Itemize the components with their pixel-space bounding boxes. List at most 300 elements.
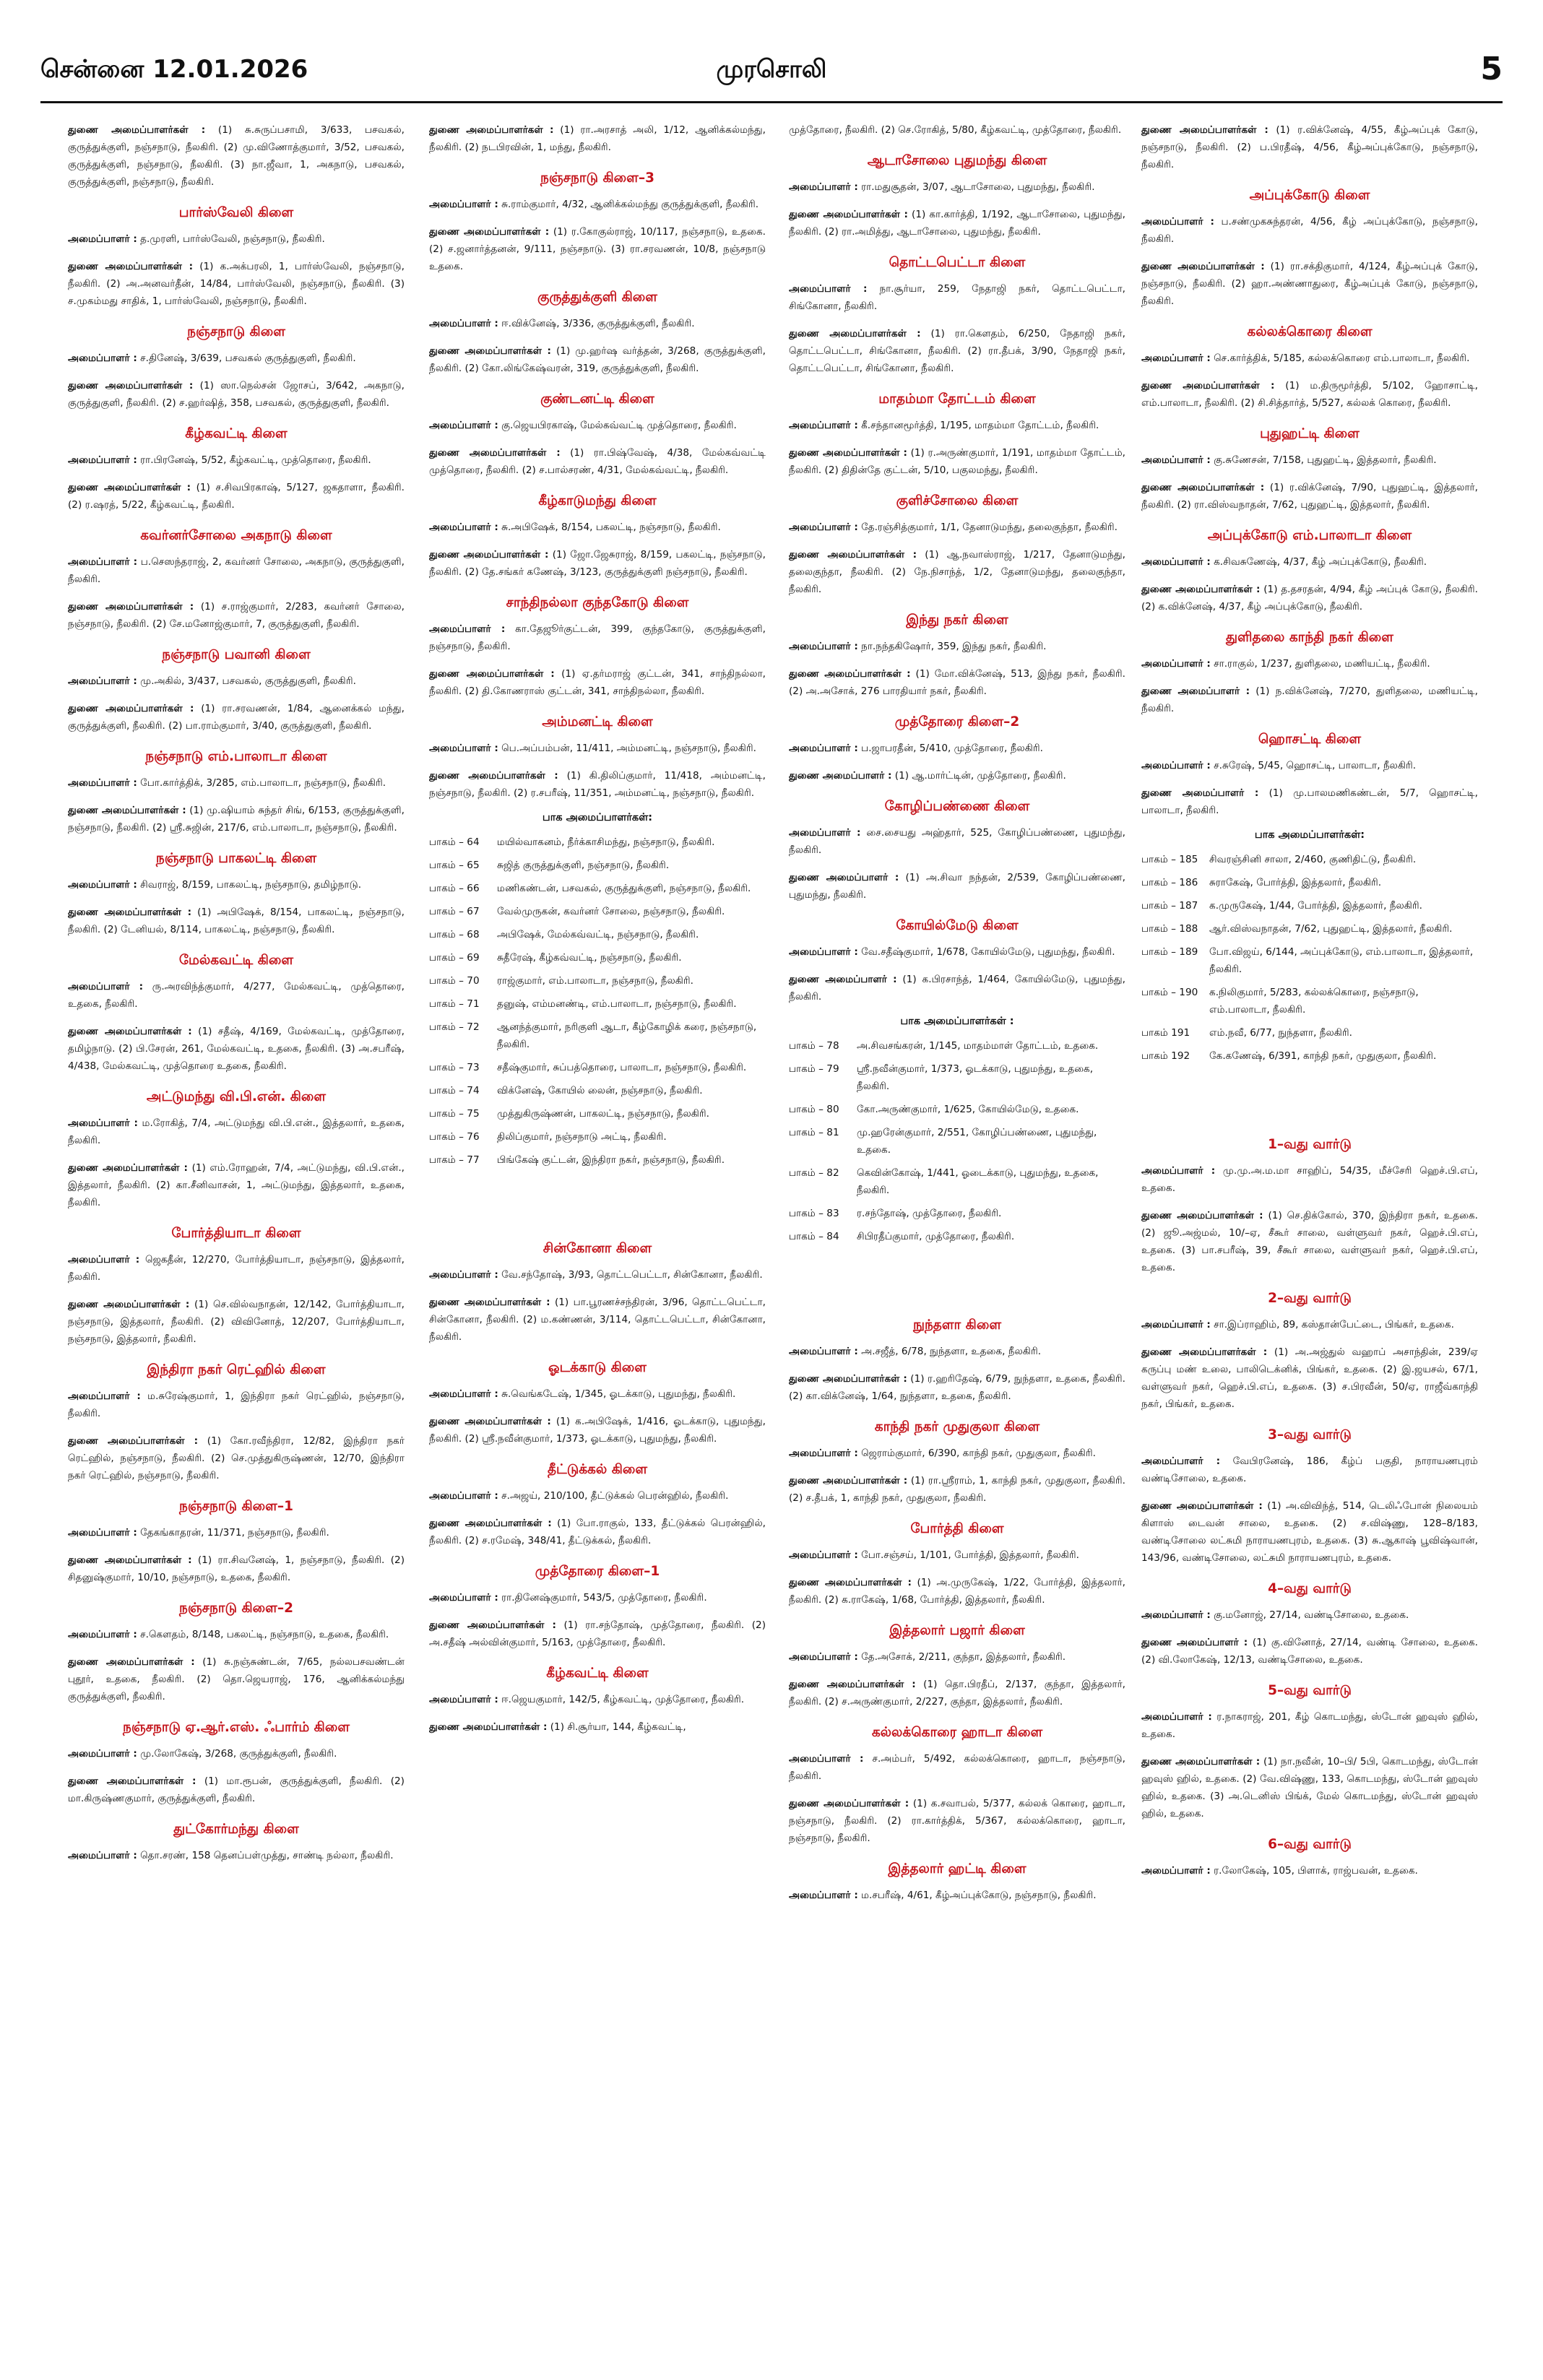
booth-agent-row <box>1141 943 1478 978</box>
member-details: அ.சஜீத், 6/78, நுந்தளா, உதகை, நீலகிரி. <box>857 1346 1042 1357</box>
role-label: துணை அமைப்பாளர்கள் : <box>68 703 194 714</box>
member-entry <box>789 1343 1125 1360</box>
member-entry <box>68 1159 405 1211</box>
member-entry <box>68 1251 405 1286</box>
booth-number: பாகம் – 187 <box>1141 900 1198 912</box>
member-details: (1) ச.சிவபிரகாஷ், 5/127, ஜகதாளா, நீலகிரி. (2) ர.ஷரத், 5/22, கீழ்கவட்டி, நீலகிரி. <box>68 482 405 511</box>
member-details: (1) அ.சிவா நந்தன், 2/539, கோழிப்பண்ணை, புதுமந்து, நீலகிரி. <box>789 872 1125 901</box>
member-details: (1) த.தசரதன், 4/94, கீழ் அப்புக் கோடு, நீலகிரி. (2) க.விக்னேஷ், 4/37, கீழ் அப்புக்கோடு, நீலகிரி. <box>1141 584 1478 613</box>
role-label: துணை அமைப்பாளர்கள் : <box>789 209 908 220</box>
booth-number: பாகம் – 81 <box>789 1127 839 1138</box>
section-title: தீட்டுக்கல் கிளை <box>547 1462 648 1477</box>
branch-section <box>429 1564 766 1651</box>
member-details: வே.சந்தோஷ், 3/93, தொட்டபெட்டா, சின்கோனா, நீலகிரி. <box>498 1269 763 1281</box>
booth-number: பாகம் – 72 <box>429 1021 480 1033</box>
member-details: ஈ.விக்னேஷ், 3/336, குருத்துக்குளி, நீலகிரி. <box>498 318 695 329</box>
member-details: (1) ஆ.நவாஸ்ராஜ், 1/217, தேனாடுமந்து, தலைகுந்தா, நீலகிரி. (2) நே.நிசாந்த், 1/2, தேனாடுமந்து, தலைகுந்தா, நீலகிரி. <box>789 549 1125 595</box>
booth-agent-details: சுராகேஷ், போர்த்தி, இத்தலார், நீலகிரி. <box>1209 877 1382 888</box>
member-entry <box>789 1370 1125 1405</box>
booth-agent-row <box>789 1037 1125 1055</box>
booth-agent-details: எம்.நவீ, 6/77, நுந்தளா, நீலகிரி. <box>1209 1027 1352 1039</box>
role-label: துணை அமைப்பாளர்கள் : <box>68 1775 196 1787</box>
member-details: ம.ரோகித், 7/4, அட்டுமந்து வி.பி.என்., இத்தலார், உதகை, நீலகிரி. <box>68 1117 405 1146</box>
member-entry <box>68 1115 405 1149</box>
branch-section <box>68 953 405 1075</box>
role-label: அமைப்பாளர் : <box>429 1592 498 1604</box>
section-title: நுந்தளா கிளை <box>912 1317 1002 1333</box>
booth-number: பாகம் 191 <box>1141 1027 1190 1039</box>
member-details: (1) மு.ஹர்ஷ வர்த்தன், 3/268, குருத்துக்குளி, நீலகிரி. (2) கோ.லிங்கேஷ்வரன், 319, குருத்துக்குளி, நீலகிரி. <box>429 345 766 374</box>
branch-section <box>68 121 405 191</box>
member-details: (1) ர.விக்னேஷ், 7/90, புதுஹட்டி, இத்தலார், நீலகிரி. (2) ரா.விஸ்வநாதன், 7/62, புதுஹட்டி, இத்தலார், நீலகிரி. <box>1141 482 1478 511</box>
role-label: துணை அமைப்பாளர்கள் : <box>68 261 194 272</box>
member-details: ச.அஜய், 210/100, தீட்டுக்கல் பெரன்ஹில், நீலகிரி. <box>498 1490 729 1502</box>
member-details: பெ.அப்பம்பன், 11/411, அம்மனட்டி, நஞ்சநாடு, நீலகிரி. <box>498 743 756 754</box>
branch-section <box>789 799 1125 904</box>
booth-agent-details: திலிப்குமார், நஞ்சநாடு அட்டி, நீலகிரி. <box>497 1131 667 1143</box>
role-label: துணை அமைப்பாளர்கள் : <box>68 1554 192 1566</box>
branch-section <box>789 1419 1125 1507</box>
role-label: அமைப்பாளர் : <box>789 420 858 431</box>
member-details: (1) ர.ஹரிதேஷ், 6/79, நுந்தளா, உதகை, நீலகிரி. (2) கா.விக்னேஷ், 1/64, நுந்தளா, உதகை, நீலகிரி. <box>789 1373 1125 1402</box>
section-title: நஞ்சநாடு கிளை–3 <box>540 170 654 186</box>
member-details: (1) கி.திலிப்குமார், 11/418, அம்மனட்டி, நஞ்சநாடு, நீலகிரி. (2) ர.சபரீஷ், 11/351, அம்மனட்டி, நஞ்சநாடு, நீலகிரி. <box>429 770 766 799</box>
role-label: துணை அமைப்பாளர்கள் : <box>429 226 550 238</box>
role-label: அமைப்பாளர் : <box>429 318 498 329</box>
role-label: அமைப்பாளர் : <box>789 181 858 193</box>
member-entry <box>1141 1634 1478 1669</box>
member-details: (1) மு.பாலமணிகண்டன், 5/7, ஹொசட்டி, பாலாடா, நீலகிரி. <box>1141 787 1478 816</box>
member-entry <box>789 121 1125 139</box>
member-details: ச.அம்பர், 5/492, கல்லக்கொரை, ஹாடா, நஞ்சநாடு, நீலகிரி. <box>789 1753 1125 1782</box>
booth-agent-details: ஆர்.விஸ்வநாதன், 7/62, புதுஹட்டி, இத்தலார், நீலகிரி. <box>1209 923 1453 935</box>
member-entry <box>1141 479 1478 514</box>
member-details: (1) ச.ராஜ்குமார், 2/283, கவர்னர் சோலை, நஞ்சநாடு, நீலகிரி. (2) சே.மனோஜ்குமார், 7, குருத்துகுளி, நீலகிரி. <box>68 601 405 630</box>
booth-number: பாகம் – 185 <box>1141 854 1198 865</box>
role-label: அமைப்பாளர் : <box>68 454 137 466</box>
member-entry <box>789 206 1125 241</box>
booth-agent-row <box>429 1128 766 1146</box>
member-entry <box>1141 1162 1478 1197</box>
branch-section <box>429 121 766 156</box>
role-label: அமைப்பாளர் : <box>789 1753 864 1765</box>
section-title: நஞ்சநாடு பவானி கிளை <box>162 647 311 662</box>
member-entry <box>789 1795 1125 1847</box>
member-entry <box>68 802 405 836</box>
role-label: துணை அமைப்பாளர்கள் : <box>68 482 191 493</box>
section-title: மாதம்மா தோட்டம் கிளை <box>878 391 1036 407</box>
member-entry <box>1141 581 1478 615</box>
member-entry <box>429 1413 766 1448</box>
branch-section <box>1141 426 1478 514</box>
section-title: நஞ்சநாடு எம்.பாலாடா கிளை <box>145 749 327 764</box>
member-details: மு.லோகேஷ், 3/268, குருத்துக்குளி, நீலகிரி. <box>137 1748 337 1760</box>
booth-number: பாகம் – 189 <box>1141 946 1198 958</box>
booth-number: பாகம் – 75 <box>429 1108 480 1120</box>
branch-section <box>1141 1137 1478 1276</box>
role-label: துணை அமைப்பாளர்கள் : <box>1141 1346 1268 1358</box>
booth-number: பாகம் – 186 <box>1141 877 1198 888</box>
member-entry <box>789 869 1125 904</box>
member-entry <box>789 178 1125 196</box>
booth-agent-row <box>789 1124 1125 1159</box>
booth-agent-row <box>429 926 766 943</box>
member-entry <box>68 1296 405 1348</box>
member-details: ப.ஜாபரதீன், 5/410, முத்தோரை, நீலகிரி. <box>857 743 1043 754</box>
role-label: துணை அமைப்பாளர்கள் : <box>429 770 558 782</box>
role-label: அமைப்பாளர் : <box>429 743 498 754</box>
role-label: துணை அமைப்பாளர் : <box>789 872 899 883</box>
booth-agent-details: அபிஷேக், மேல்கவ்வட்டி, நஞ்சநாடு, நீலகிரி. <box>497 929 699 940</box>
section-title: புதுஹட்டி கிளை <box>1260 426 1360 441</box>
member-entry <box>789 519 1125 536</box>
role-label: அமைப்பாளர் : <box>1141 352 1211 364</box>
member-entry <box>68 1626 405 1643</box>
branch-section <box>429 1360 766 1448</box>
member-details: சை.சையது அஹ்தார், 525, கோழிப்பண்ணை, புதுமந்து, நீலகிரி. <box>789 827 1125 856</box>
booth-agent-row <box>1141 1047 1478 1065</box>
member-entry <box>68 904 405 938</box>
role-label: அமைப்பாளர் : <box>68 675 137 687</box>
column-2 <box>429 121 766 2368</box>
member-entry <box>429 315 766 332</box>
role-label: துணை அமைப்பாளர்கள் : <box>789 1798 909 1809</box>
booth-agent-details: சுஜித் குருத்துக்குளி, நஞ்சநாடு, நீலகிரி. <box>497 860 670 871</box>
branch-section <box>68 1362 405 1484</box>
role-label: அமைப்பாளர் : <box>1141 216 1214 228</box>
member-details: (1) ரா.சரவணன், 1/84, ஆனைக்கல் மந்து, குருத்துக்குளி, நீலகிரி. (2) பா.ராம்குமார், 3/40, குருத்துகுளி, நீலகிரி. <box>68 703 405 732</box>
role-label: அமைப்பாளர் : <box>1141 658 1211 670</box>
member-entry <box>68 258 405 310</box>
member-entry <box>68 774 405 792</box>
member-details: கீ.சந்தானமூர்த்தி, 1/195, மாதம்மா தோட்டம், நீலகிரி. <box>857 420 1099 431</box>
booth-agent-row <box>429 880 766 897</box>
branch-section <box>1141 121 1478 173</box>
member-entry <box>1141 553 1478 571</box>
booth-agent-row <box>789 1228 1125 1245</box>
member-details: (1) மோ.விக்னேஷ், 513, இந்து நகர், நீலகிரி. (2) அ.அசோக், 276 பாரதியார் நகர், நீலகிரி. <box>789 668 1125 697</box>
role-label: அமைப்பாளர் : <box>68 1254 140 1265</box>
section-title: கல்லக்கொரை ஹாடா கிளை <box>871 1725 1043 1740</box>
role-label: அமைப்பாளர் : <box>429 522 498 533</box>
member-details: (1) ம.திருமூர்த்தி, 5/102, ஹோசாட்டி, எம்.பாலாடா, நீலகிரி. (2) சி.சித்தார்த், 5/527, கல்லக் கொரை, நீலகிரி. <box>1141 380 1478 409</box>
section-title: கீழ்கவட்டி கிளை <box>185 426 288 441</box>
member-details: சிவராஜ், 8/159, பாகலட்டி, நஞ்சநாடு, தமிழ்நாடு. <box>137 879 362 891</box>
member-entry <box>1141 1497 1478 1567</box>
member-entry <box>1141 655 1478 672</box>
member-entry <box>429 519 766 536</box>
role-label: துணை அமைப்பாளர்கள் : <box>789 1679 916 1690</box>
booth-agent-details: வேல்முருகன், கவர்னர் சோலை, நஞ்சநாடு, நீலகிரி. <box>497 906 725 917</box>
booth-number: பாகம் – 65 <box>429 860 480 871</box>
booth-number: பாகம் – 79 <box>789 1063 839 1075</box>
member-entry <box>1141 784 1478 819</box>
booth-agent-row <box>429 1082 766 1099</box>
member-details: (1) ர.கோகுல்ராஜ், 10/117, நஞ்சநாடு, உதகை. (2) ச.ஜனார்த்தனன், 9/111, நஞ்சநாடு. (3) ரா.சரவணன், 10/8, நஞ்சநாடு உதகை. <box>429 226 766 272</box>
member-entry <box>789 1750 1125 1785</box>
member-details: (1) நா.நவீன், 10–பி/ 5பி, கொடமந்து, ஸ்டோன் ஹவுஸ் ஹில், உதகை. (2) வே.விஷ்ணு, 133, கொடமந்து, ஸ்டோன் ஹவுஸ் ஹில், உதகை. (3) அ.டெனிஸ் பிங்க், மேல் கொடமந்து, ஸ்டோன் ஹவுஸ் ஹில், உதகை. <box>1141 1756 1478 1819</box>
role-label: துணை அமைப்பாளர்கள் : <box>68 1026 192 1037</box>
role-label: அமைப்பாளர் : <box>789 1448 858 1459</box>
member-details: (1) ரா.பிஷ்வேஷ், 4/38, மேல்கவ்வட்டி முத்தொரை, நீலகிரி. (2) ச.பால்சரண், 4/31, மேல்கவ்வட்டி, நீலகிரி. <box>429 447 766 476</box>
branch-section <box>789 1861 1125 1904</box>
role-label: அமைப்பாளர் : <box>789 641 858 652</box>
role-label: துணை அமைப்பாளர்கள் : <box>789 447 907 459</box>
member-details: (1) மு.ஷியாம் சுந்தர் சிங், 6/153, குருத்துக்குளி, நஞ்சநாடு, நீலகிரி. (2) ஸ்ரீ.சுஜின், 217/6, எம்.பாலாடா, நஞ்சநாடு, நீலகிரி. <box>68 805 405 834</box>
role-label: துணை அமைப்பாளர்கள் : <box>68 380 194 391</box>
section-title: தொட்டபெட்டா கிளை <box>889 255 1026 270</box>
section-title: மேல்கவட்டி கிளை <box>178 953 294 968</box>
branch-section <box>1141 188 1478 310</box>
branch-section <box>1141 630 1478 717</box>
section-spacer <box>789 1260 1125 1317</box>
section-title: போர்த்தியாடா கிளை <box>171 1226 301 1241</box>
role-label: துணை அமைப்பாளர்கள் : <box>429 668 555 680</box>
section-title: கவர்னர்சோலை அகநாடு கிளை <box>140 528 332 543</box>
role-label: துணை அமைப்பாளர் : <box>789 770 892 782</box>
member-details: செ.கார்த்திக், 5/185, கல்லக்கொரை எம்.பாலாடா, நீலகிரி. <box>1210 352 1470 364</box>
member-details: ப.செஸந்தராஜ், 2, கவர்னர் சோலை, அகநாடு, குருத்துகுளி, நீலகிரி. <box>68 556 405 585</box>
role-label: துணை அமைப்பாளர்கள் : <box>429 124 554 136</box>
branch-section <box>68 647 405 735</box>
member-details: வே.சதீஷ்குமார், 1/678, கோயில்மேடு, புதுமந்து, நீலகிரி. <box>857 946 1115 958</box>
section-title: கோயில்மேடு கிளை <box>896 918 1019 933</box>
booth-agent-row <box>429 1105 766 1122</box>
role-label: துணை அமைப்பாளர்கள் : <box>1141 482 1265 493</box>
branch-section <box>1141 1837 1478 1879</box>
member-entry <box>429 1294 766 1346</box>
section-title: நஞ்சநாடு கிளை–2 <box>179 1601 293 1616</box>
role-label: அமைப்பாளர் : <box>68 1117 138 1129</box>
branch-section <box>789 714 1125 784</box>
role-label: அமைப்பாளர் : <box>1141 1711 1212 1723</box>
role-label: துணை அமைப்பாளர்கள் : <box>1141 261 1265 272</box>
role-label: அமைப்பாளர் : <box>789 827 861 839</box>
member-details: ஜெகதீன், 12/270, போர்த்தியாடா, நஞ்சநாடு, இத்தலார், நீலகிரி. <box>68 1254 405 1283</box>
role-label: துணை அமைப்பாளர்கள் : <box>429 1721 548 1733</box>
member-entry <box>1141 1453 1478 1487</box>
member-entry <box>1141 1207 1478 1276</box>
booth-agents-title: பாக அமைப்பாளர்கள்: <box>542 812 653 823</box>
role-label: துணை அமைப்பாளர்கள் : <box>68 805 186 816</box>
booth-agent-details: கே.கணேஷ், 6/391, காந்தி நகர், முதுகுலா, நீலகிரி. <box>1209 1050 1437 1062</box>
role-label: துணை அமைப்பாளர்கள் : <box>68 601 194 613</box>
role-label: அமைப்பாளர் : <box>68 777 137 789</box>
role-label: அமைப்பாளர் : <box>1141 1865 1211 1877</box>
booth-agent-row <box>789 1101 1125 1118</box>
booth-agent-details: ர.சந்தோஷ், முத்தோரை, நீலகிரி. <box>857 1208 1002 1219</box>
booth-agent-row <box>1141 897 1478 914</box>
booth-number: பாகம் – 76 <box>429 1131 480 1143</box>
booth-agent-row <box>1141 1024 1478 1042</box>
role-label: துணை அமைப்பாளர்கள் : <box>68 124 206 136</box>
booth-number: பாகம் – 188 <box>1141 923 1198 935</box>
member-details: ஈ.ஜெயகுமார், 142/5, கீழ்கவட்டி, முத்தோரை, நீலகிரி. <box>498 1694 745 1705</box>
member-entry <box>789 1445 1125 1462</box>
member-entry <box>429 1691 766 1708</box>
member-entry <box>429 1589 766 1606</box>
branch-section <box>789 1317 1125 1405</box>
booth-agent-row <box>429 857 766 874</box>
member-details: கு.ஜெயபிரகாஷ், மேல்கவ்வட்டி முத்தொரை, நீலகிரி. <box>498 420 737 431</box>
booth-number: பாகம் – 84 <box>789 1231 839 1242</box>
role-label: துணை அமைப்பாளர் : <box>1141 1637 1248 1648</box>
member-entry <box>1141 213 1478 248</box>
branch-section <box>68 1720 405 1807</box>
member-details: கா.தேஜூர்குட்டன், 399, குந்தகோடு, குருத்துக்குளி, நஞ்சநாடு, நீலகிரி. <box>429 623 766 652</box>
branch-section <box>789 1623 1125 1710</box>
section-title: அட்டுமந்து வி.பி.என். கிளை <box>146 1089 327 1104</box>
section-title: இத்தலார் பஜார் கிளை <box>889 1623 1025 1638</box>
role-label: அமைப்பாளர் : <box>68 981 144 992</box>
role-label: அமைப்பாளர் : <box>1141 1319 1211 1330</box>
role-label: துணை அமைப்பாளர்கள் : <box>68 1435 199 1447</box>
role-label: அமைப்பாளர் : <box>68 1850 137 1861</box>
booth-agent-details: பிங்கேஷ் குட்டன், இந்திரா நகர், நஞ்சநாடு, நீலகிரி. <box>497 1154 725 1166</box>
booth-agent-row <box>789 1060 1125 1095</box>
member-entry <box>429 1385 766 1403</box>
role-label: துணை அமைப்பாளர்கள் : <box>68 1299 190 1310</box>
member-entry <box>429 417 766 434</box>
member-entry <box>789 417 1125 434</box>
article-body <box>68 121 1498 2368</box>
booth-agent-details: விக்னேஷ், கோயில் லைன், நஞ்சநாடு, நீலகிரி. <box>497 1085 703 1096</box>
member-details: (1) ஸா.நெல்சன் ஜோசப், 3/642, அகநாடு, குருத்துகுளி, நீலகிரி. (2) ச.ஹர்ஷித், 358, பசவகல், குருத்துகுளி, நீலகிரி. <box>68 380 405 409</box>
member-details: தே.அசோக், 2/211, குந்தா, இத்தலார், நீலகிரி. <box>857 1651 1066 1663</box>
member-entry <box>429 620 766 655</box>
member-entry <box>68 350 405 367</box>
section-spacer <box>429 1183 766 1241</box>
member-details: த.முரளி, பார்ஸ்வேலி, நஞ்சநாடு, நீலகிரி. <box>137 233 325 245</box>
branch-section <box>68 205 405 310</box>
booth-agent-row <box>1141 851 1478 868</box>
member-details: ரா.தினேஷ்குமார், 543/5, முத்தோரை, நீலகிரி. <box>498 1592 707 1604</box>
role-label: துணை அமைப்பாளர்கள் : <box>789 549 917 561</box>
member-entry <box>1141 683 1478 717</box>
role-label: துணை அமைப்பாளர்கள் : <box>789 328 921 339</box>
role-label: அமைப்பாளர் : <box>68 879 137 891</box>
role-label: அமைப்பாளர் : <box>1141 1455 1221 1467</box>
role-label: அமைப்பாளர் : <box>789 743 858 754</box>
member-details: போ.கார்த்திக், 3/285, எம்.பாலாடா, நஞ்சநாடு, நீலகிரி. <box>137 777 386 789</box>
member-details: வேபிரனேஷ், 186, கீழ்ப் பகுதி, நாராயணபுரம் வண்டிசோலை, உதகை. <box>1141 1455 1478 1484</box>
role-label: அமைப்பாளர் : <box>1141 454 1211 466</box>
member-details: (1) ரா.ஸ்ரீராம், 1, காந்தி நகர், முதுகுலா, நீலகிரி. (2) ச.தீபக், 1, காந்தி நகர், முதுகுலா, நீலகிரி. <box>789 1475 1125 1504</box>
role-label: துணை அமைப்பாளர்கள் : <box>429 1297 550 1308</box>
booth-agent-row <box>1141 874 1478 891</box>
member-details: தே.ரஞ்சித்குமார், 1/1, தேனாடுமந்து, தலைகுந்தா, நீலகிரி. <box>857 522 1118 533</box>
member-details: ர.நாகராஜ், 201, கீழ் கொடமந்து, ஸ்டோன் ஹவுஸ் ஹில், உதகை. <box>1141 1711 1478 1740</box>
branch-section <box>68 1089 405 1211</box>
booth-number: பாகம் – 190 <box>1141 987 1198 998</box>
role-label: அமைப்பாளர் : <box>68 1629 137 1640</box>
column-3 <box>789 121 1125 2368</box>
section-title: நஞ்சநாடு பாகலட்டி கிளை <box>155 851 317 866</box>
section-title: கோழிப்பண்ணை கிளை <box>884 799 1030 814</box>
role-label: துணை அமைப்பாளர்கள் : <box>1141 124 1268 136</box>
member-details: (1) பா.பூரணச்சந்திரன், 3/96, தொட்டபெட்டா, சின்கோனா, நீலகிரி. (2) ம.கண்ணன், 3/114, தொட்டபெட்டா, சின்கோனா, நீலகிரி. <box>429 1297 766 1343</box>
member-details: (1) அ.விவிந்த், 514, டெலிஃபோன் நிலையம் கிளாஸ் டைவன் சாலை, உதகை. (2) ச.விஷ்ணு, 128–8/183, வண்டிசோலை லட்சுமி நாராயணபுரம், உதகை. (3) சு.ஆகாஷ் பூவிஷ்வான், 143/96, வண்டிசோலை, லட்சுமி நாராயணபுரம், உதகை. <box>1141 1500 1478 1564</box>
member-entry <box>429 342 766 377</box>
member-details: (1) ர.விக்னேஷ், 4/55, கீழ்அப்புக் கோடு, நஞ்சநாடு, நீலகிரி. (2) ப.பிரதீஷ், 4/56, கீழ்அப்புக்கோடு, நஞ்சநாடு, நீலகிரி. <box>1141 124 1478 170</box>
section-title: துட்கோர்மந்து கிளை <box>173 1822 299 1837</box>
member-details: (1) தொ.பிரதீப், 2/137, குந்தா, இத்தலார், நீலகிரி. (2) ச.அருண்குமார், 2/227, குந்தா, இத்தலார், நீலகிரி. <box>789 1679 1125 1708</box>
member-entry <box>789 638 1125 655</box>
section-title: ஆடாசோலை புதுமந்து கிளை <box>867 153 1047 168</box>
section-title: காந்தி நகர் முதுகுலா கிளை <box>874 1419 1040 1435</box>
branch-section <box>429 595 766 700</box>
role-label: துணை அமைப்பாளர்கள் : <box>1141 1210 1263 1221</box>
booth-agent-row <box>429 995 766 1013</box>
section-title: 3–வது வார்டு <box>1268 1427 1352 1442</box>
member-details: ச.தினேஷ், 3/639, பசவகல் குருத்துகுளி, நீலகிரி. <box>137 352 356 364</box>
member-entry <box>429 121 766 156</box>
role-label: அமைப்பாளர் : <box>68 1527 137 1539</box>
member-details: (1) அ.அஜ்துல் வஹாப் அசாந்தின், 239/ஏ கருப்பு மண் உலை, பாலிடெக்னிக், பிங்கர், உதகை. (2) இ.ஜயசல், 67/1, வள்ளுவர் நகர், ஹெச்.பி.எப், உதகை. (3) ச.பிரவீன், 50/ஏ, ராஜீவ்காந்தி நகர், பிங்கர், உதகை. <box>1141 1346 1478 1410</box>
role-label: அமைப்பாளர் : <box>789 946 858 958</box>
section-title: குண்டனட்டி கிளை <box>540 391 654 407</box>
newspaper-name: முரசொலி <box>716 55 827 84</box>
member-entry <box>789 943 1125 961</box>
booth-agent-row <box>429 949 766 966</box>
role-label: துணை அமைப்பாளர்கள் : <box>789 1475 908 1487</box>
member-entry <box>789 740 1125 757</box>
booth-number: பாகம் – 70 <box>429 975 480 987</box>
booth-agent-row <box>789 1205 1125 1222</box>
member-entry <box>68 1432 405 1484</box>
branch-section <box>68 1499 405 1586</box>
member-details: (1) க.பிரசாந்த், 1/464, கோயில்மேடு, புதுமந்து, நீலகிரி. <box>789 974 1125 1003</box>
booth-number: பாகம் – 67 <box>429 906 480 917</box>
booth-agent-details: சதீஷ்குமார், சுப்பத்தொரை, பாலாடா, நஞ்சநாடு, நீலகிரி. <box>497 1062 747 1073</box>
member-entry <box>429 1617 766 1651</box>
page-number: 5 <box>1480 51 1503 87</box>
role-label: துணை அமைப்பாளர்கள் : <box>429 447 561 459</box>
member-entry <box>789 444 1125 479</box>
booth-number: பாகம் – 80 <box>789 1104 839 1115</box>
member-details: போ.சஞ்சய், 1/101, போர்த்தி, இத்தலார், நீலகிரி. <box>857 1549 1079 1561</box>
section-title: 1–வது வார்டு <box>1268 1137 1352 1152</box>
branch-section <box>429 493 766 581</box>
member-details: சு.அபிஷேக், 8/154, பகலட்டி, நஞ்சநாடு, நீலகிரி. <box>498 522 721 533</box>
member-details: (1) மா.ரூபன், குருத்துக்குளி, நீலகிரி. (2) மா.கிருஷ்ணகுமார், குருத்துக்குளி, நீலகிரி. <box>68 1775 405 1804</box>
booth-number: பாகம் – 82 <box>789 1167 839 1179</box>
member-details: மு.மு.அ.ம.மா சாஹிப், 54/35, மீச்சேரி ஹெச்.பி.எப், உதகை. <box>1141 1165 1478 1194</box>
branch-section <box>789 121 1125 139</box>
member-entry <box>429 665 766 700</box>
member-details: சு.வெங்கடேஷ், 1/345, ஓடக்காடு, புதுமந்து, நீலகிரி. <box>498 1388 736 1400</box>
column-1 <box>68 121 405 2368</box>
booth-number: பாகம் 192 <box>1141 1050 1190 1062</box>
role-label: துணை அமைப்பாளர்கள் : <box>68 1162 188 1174</box>
role-label: துணை அமைப்பாளர்கள் : <box>1141 1500 1263 1512</box>
section-title: சாந்திநல்லா குந்தகோடு கிளை <box>506 595 689 610</box>
member-details: (1) போ.ராகுல், 133, தீட்டுக்கல் பெரன்ஹில், நீலகிரி. (2) ச.ரமேஷ், 348/41, தீட்டுக்கல், நீலகிரி. <box>429 1518 766 1546</box>
branch-section <box>429 1462 766 1549</box>
member-details: மு.அகில், 3/437, பசவகல், குருத்துகுளி, நீலகிரி. <box>137 675 356 687</box>
member-entry <box>68 598 405 633</box>
branch-section <box>789 1725 1125 1847</box>
member-entry <box>789 971 1125 1005</box>
branch-section <box>68 426 405 514</box>
role-label: அமைப்பாளர் : <box>789 1651 858 1663</box>
member-details: (1) ரா.சந்தோஷ், முத்தோரை, நீலகிரி. (2) அ.சதீஷ் அல்வின்குமார், 5/163, முத்தோரை, நீலகிரி. <box>429 1619 766 1648</box>
member-entry <box>429 444 766 479</box>
section-title: துளிதலை காந்தி நகர் கிளை <box>1226 630 1393 645</box>
role-label: அமைப்பாளர் : <box>68 556 138 568</box>
role-label: அமைப்பாளர் : <box>429 623 506 635</box>
member-entry <box>68 1773 405 1807</box>
